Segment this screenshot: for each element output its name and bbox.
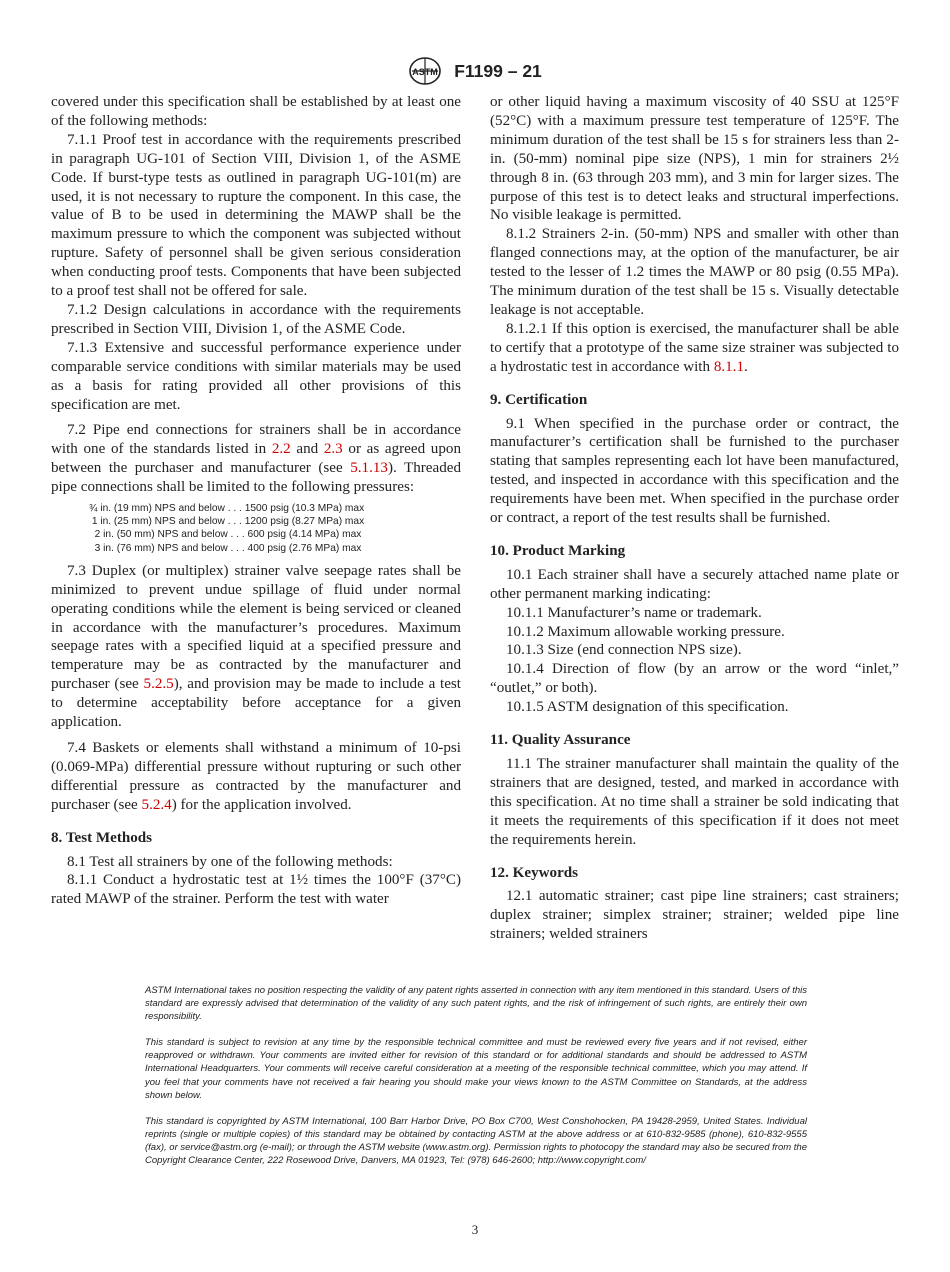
patent-notice: ASTM International takes no position respecting the validity of any patent rights asserted in connection with any item mentioned in this standard. Users of this standard are expressly advised that determination of the validity of any such patent rights, and the risk of infringement of such rights, are entirely their own responsibility. [145,985,807,1023]
left-column [51,93,461,909]
paragraph-10-1-3: 10.1.3 Size (end connection NPS size). [506,642,742,659]
paragraph-7-3: 7.3 Duplex (or multiplex) strainer valve seepage rates shall be minimized to prevent undue spillage of fluid under normal operating conditions while the element is being serviced or cleaned in accordance with the manufacturer’s procedures. Maximum seepage rates with a specified liquid at a specified pressure and temperature may be as contracted by the manufacturer and purchaser (see 5.2.5), and provision may be made to include a test to determine acceptability before acceptance for a given application. [51,562,461,731]
ref-link-5-1-13[interactable]: 5.1.13 [350,460,388,477]
table-row: 3 in. (76 mm) NPS and below . . . 400 psig (2.76 MPa) max [89,542,362,554]
page-header [0,56,950,86]
paragraph-10-1: 10.1 Each strainer shall have a securely attached name plate or other permanent marking indicating: [490,566,899,602]
section-heading-11: 11. Quality Assurance [490,732,631,749]
paragraph-9-1: 9.1 When specified in the purchase order or contract, the manufacturer’s certification shall be furnished to the purchaser stating that samples representing each lot have been manufactured, tested, and inspected in accordance with this specification and the requirements have been met. When specified in the purchase order or contract, a report of the test results shall be furnished. [490,415,899,527]
ref-link-5-2-4[interactable]: 5.2.4 [141,796,172,813]
paragraph-7-2: 7.2 Pipe end connections for strainers shall be in accordance with one of the standards listed in 2.2 and 2.3 or as agreed upon between the purchaser and manufacturer (see 5.1.13). Threaded pipe connections shall be limited to the following pressures: [51,422,461,496]
section-heading-9: 9. Certification [490,391,588,408]
paragraph-intro: covered under this specification shall be established by at least one of the following methods: [51,94,461,129]
paragraph-7-1-2: 7.1.2 Design calculations in accordance with the requirements prescribed in Section VIII, Division 1, of the ASME Code. [51,301,461,337]
table-row: ¾ in. (19 mm) NPS and below . . . 1500 psig (10.3 MPa) max [89,503,365,515]
paragraph-11-1: 11.1 The strainer manufacturer shall maintain the quality of the strainers that are designed, tested, and marked in accordance with this specification. At no time shall a strainer be sold indicating that it meets the requirements of this specification if it does not meet the requirements herein. [490,756,899,848]
pressure-limits-table [51,502,461,555]
paragraph-7-1-3: 7.1.3 Extensive and successful performance experience under comparable service conditions with similar materials may be used as a basis for rating provided all other provisions of this specification are met. [51,339,461,413]
svg-text:ASTM: ASTM [412,67,438,77]
paragraph-8-1-2: 8.1.2 Strainers 2-in. (50-mm) NPS and smaller with other than flanged connections may, at the option of the manufacturer, be air tested to the lesser of 1.2 times the MAWP or 80 psig (0.55 MPa). The minimum duration of the test shall be 15 s. Visually detectable leakage is not acceptable. [490,226,899,318]
ref-link-2-3[interactable]: 2.3 [323,441,343,458]
copyright-notice: This standard is copyrighted by ASTM International, 100 Barr Harbor Drive, PO Box C700, West Conshohocken, PA 19428-2959, United States. Individual reprints (single or multiple copies) of this standard may be obtained by contacting ASTM at the above address or at 610-832-9585 (phone), 610-832-9555 (fax), or service@astm.org (e-mail); or through the ASTM website (www.astm.org). Permission rights to photocopy the standard may also be secured from the Copyright Clearance Center, 222 Rosewood Drive, Danvers, MA 01923, Tel: (978) 646-2600; http://www.copyright.com/ [145,1115,807,1167]
paragraph-7-1-1: 7.1.1 Proof test in accordance with the requirements prescribed in paragraph UG-101 of Section VIII, Division 1, of the ASME Code. If burst-type tests as outlined in paragraph UG-101(m) are used, it is not necessary to rupture the component. In this case, the value of B to be used in determining the MAWP shall be the maximum pressure to which the component was subjected without rupture. Safety of personnel shall be given serious consideration when conducting proof tests. Components that have been subjected to a proof test shall not be offered for sale. [51,131,461,300]
page-number: 3 [471,1222,479,1237]
paragraph-8-1-1: 8.1.1 Conduct a hydrostatic test at 1½ times the 100°F (37°C) rated MAWP of the strainer. Perform the test with water [51,872,461,908]
paragraph-12-1: 12.1 automatic strainer; cast pipe line strainers; cast strainers; duplex strainer; simplex strainer; strainer; welded pipe line strainers; welded strainers [490,888,899,943]
paragraph-8-1: 8.1 Test all strainers by one of the following methods: [67,853,393,870]
right-column [490,93,899,944]
section-heading-8: 8. Test Methods [51,829,153,846]
section-heading-10: 10. Product Marking [490,542,626,559]
ref-link-8-1-1[interactable]: 8.1.1 [713,358,744,375]
section-heading-12: 12. Keywords [490,864,579,881]
table-row: 2 in. (50 mm) NPS and below . . . 600 psig (4.14 MPa) max [89,529,362,541]
paragraph-10-1-1: 10.1.1 Manufacturer’s name or trademark. [506,604,762,621]
document-designation: F1199 – 21 [454,60,542,81]
ref-link-2-2[interactable]: 2.2 [271,441,291,458]
legal-footnotes [145,984,807,1180]
paragraph-10-1-2: 10.1.2 Maximum allowable working pressure. [506,623,785,640]
revision-notice: This standard is subject to revision at any time by the responsible technical committee and must be reviewed every five years and if not revised, either reapproved or withdrawn. Your comments are invited either for revision of this standard or for additional standards and should be addressed to ASTM International Headquarters. Your comments will receive careful consideration at a meeting of the responsible technical committee, which you may attend. If you feel that your comments have not received a fair hearing you should make your views known to the ASTM Committee on Standards, at the address shown below. [145,1037,807,1101]
astm-logo-icon [408,56,442,86]
ref-link-5-2-5[interactable]: 5.2.5 [143,676,174,693]
paragraph-10-1-4: 10.1.4 Direction of flow (by an arrow or the word “inlet,” “outlet,” or both). [490,661,899,697]
paragraph-10-1-5: 10.1.5 ASTM designation of this specification. [506,699,789,716]
paragraph-7-4: 7.4 Baskets or elements shall withstand a minimum of 10-psi (0.069-MPa) differential pressure without rupturing or such other differential pressure as contracted by the manufacturer and purchaser (see 5.2.4) for the application involved. [51,740,461,813]
table-row: 1 in. (25 mm) NPS and below . . . 1200 psig (8.27 MPa) max [89,516,365,528]
paragraph-8-1-1-cont: or other liquid having a maximum viscosity of 40 SSU at 125°F (52°C) with a maximum pressure test temperature of 125°F. The minimum duration of the test shall be 15 s for strainers less than 2-in. (50-mm) nominal pipe size (NPS), 1 min for strainers 2½ through 8 in. (63 through 203 mm), and 3 min for larger sizes. The purpose of this test is to detect leaks and structural imperfections. No visible leakage is permitted. [490,94,899,224]
paragraph-8-1-2-1: 8.1.2.1 If this option is exercised, the manufacturer shall be able to certify that a prototype of the same size strainer was subjected to a hydrostatic test in accordance with 8.1.1. [490,320,899,375]
